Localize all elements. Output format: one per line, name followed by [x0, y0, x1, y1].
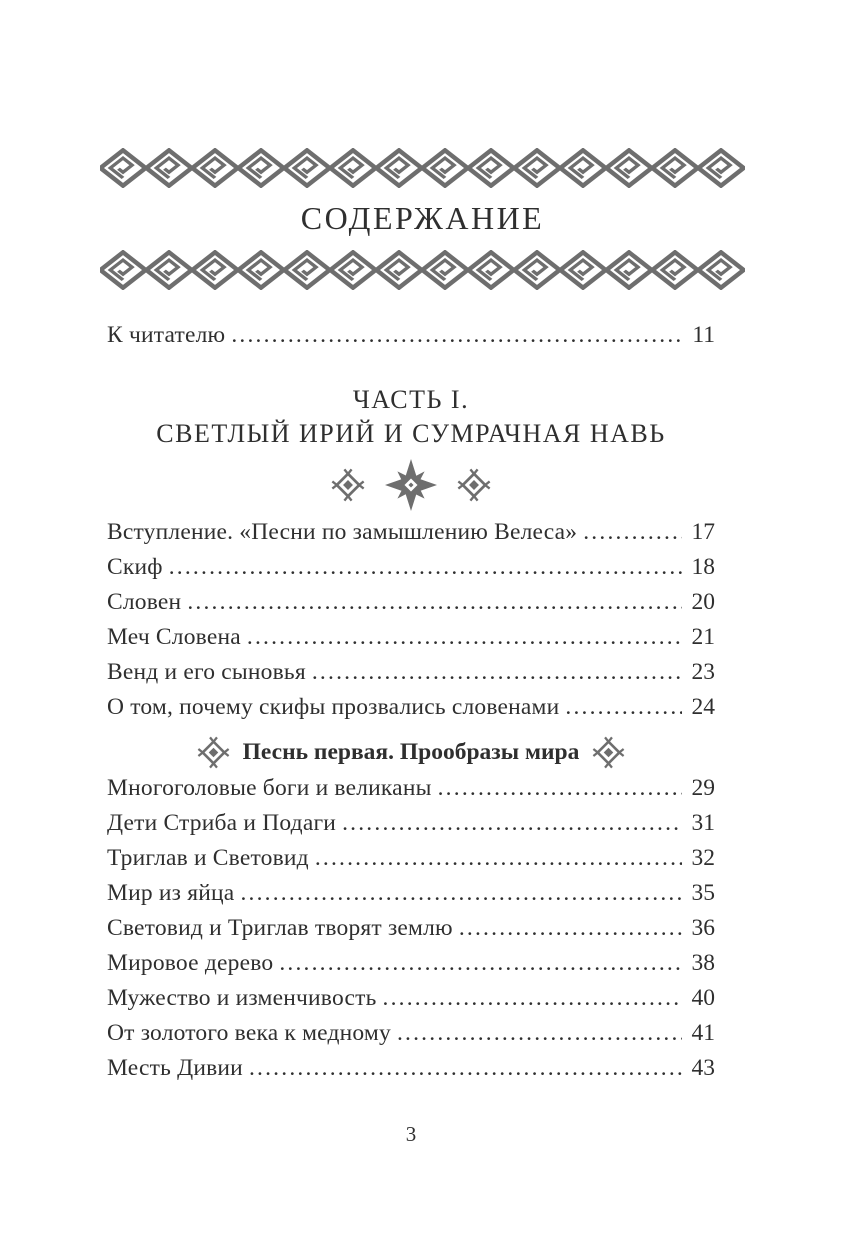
toc-entry-label: Вступление. «Песни по замышлению Велеса»: [107, 519, 578, 545]
dot-leader: [247, 620, 682, 655]
song-heading-label: Песнь первая. Прообразы мира: [242, 739, 580, 765]
toc-entry-label: К читателю: [107, 322, 226, 348]
toc-entry-page: 21: [691, 624, 715, 650]
dot-leader: [459, 911, 682, 946]
toc-entry: [107, 806, 715, 841]
dot-leader: [240, 876, 682, 911]
toc-entry-label: Месть Дивии: [107, 1055, 243, 1081]
toc-entry: [107, 1051, 715, 1086]
toc-entry-page: 17: [691, 519, 715, 545]
toc-entry-page: 31: [691, 810, 715, 836]
toc-entry-label: Мировое дерево: [107, 950, 274, 976]
dot-leader: [169, 550, 682, 585]
ornament-band-top-icon: [100, 148, 745, 188]
toc-list: [107, 318, 715, 1086]
toc-entry-label: Венд и его сыновья: [107, 659, 306, 685]
diamond-ornament-left-icon: [197, 736, 230, 769]
toc-entry-label: Словен: [107, 589, 182, 615]
toc-entry-label: Мир из яйца: [107, 880, 235, 906]
toc-entry-intro: [107, 318, 715, 353]
part-heading-line1: ЧАСТЬ I.: [352, 385, 470, 414]
toc-entry-page: 18: [691, 554, 715, 580]
part-heading: [107, 383, 715, 451]
dot-leader: [383, 981, 683, 1016]
dot-leader: [187, 585, 682, 620]
folio-page-number: 3: [405, 1122, 417, 1146]
ornament-band-bottom-icon: [100, 250, 745, 290]
song1-entries: [107, 771, 715, 1086]
toc-entry: [107, 981, 715, 1016]
toc-entry-label: От золотого века к медному: [107, 1020, 391, 1046]
toc-entry: [107, 620, 715, 655]
part-heading-line2: СВЕТЛЫЙ ИРИЙ И СУМРАЧНАЯ НАВЬ: [156, 419, 666, 448]
toc-entry-label: Световид и Триглав творят землю: [107, 915, 453, 941]
toc-entry-page: 41: [691, 1020, 715, 1046]
dot-leader: [249, 1051, 682, 1086]
toc-entry-label: Многоголовые боги и великаны: [107, 775, 432, 801]
toc-entry: [107, 515, 715, 550]
toc-entry-label: Триглав и Световид: [107, 845, 309, 871]
part1-entries: [107, 515, 715, 725]
toc-entry: [107, 690, 715, 725]
toc-entry-page: 20: [691, 589, 715, 615]
toc-entry: [107, 655, 715, 690]
dot-leader: [342, 806, 682, 841]
toc-entry-label: Скиф: [107, 554, 163, 580]
diamond-ornament-right-icon: [592, 736, 625, 769]
toc-entry-page: 23: [691, 659, 715, 685]
toc-entry-page: 32: [691, 845, 715, 871]
toc-entry-page: 36: [691, 915, 715, 941]
dot-leader: [438, 771, 682, 806]
dot-leader: [583, 515, 682, 550]
dot-leader: [312, 655, 682, 690]
toc-entry-label: Мужество и изменчивость: [107, 985, 377, 1011]
dot-leader: [231, 318, 682, 353]
dot-leader: [565, 690, 682, 725]
toc-entry: [107, 876, 715, 911]
star-ornament-icon: [327, 457, 495, 513]
toc-entry-page: 11: [692, 322, 715, 348]
toc-entry: [107, 946, 715, 981]
toc-entry: [107, 550, 715, 585]
page-title: СОДЕРЖАНИЕ: [300, 200, 545, 236]
toc-entry-label: Меч Словена: [107, 624, 241, 650]
toc-entry: [107, 841, 715, 876]
toc-entry: [107, 1016, 715, 1051]
dot-leader: [397, 1016, 682, 1051]
dot-leader: [315, 841, 682, 876]
toc-entry-page: 40: [691, 985, 715, 1011]
toc-entry-label: Дети Стриба и Подаги: [107, 810, 337, 836]
toc-entry: [107, 911, 715, 946]
dot-leader: [279, 946, 682, 981]
toc-entry-page: 29: [691, 775, 715, 801]
toc-entry: [107, 585, 715, 620]
song-heading: [107, 733, 715, 771]
toc-entry-page: 43: [691, 1055, 715, 1081]
toc-entry-page: 38: [691, 950, 715, 976]
toc-entry-label: О том, почему скифы прозвались словенами: [107, 694, 560, 720]
toc-entry: [107, 771, 715, 806]
toc-entry-page: 35: [691, 880, 715, 906]
toc-entry-page: 24: [691, 694, 715, 720]
